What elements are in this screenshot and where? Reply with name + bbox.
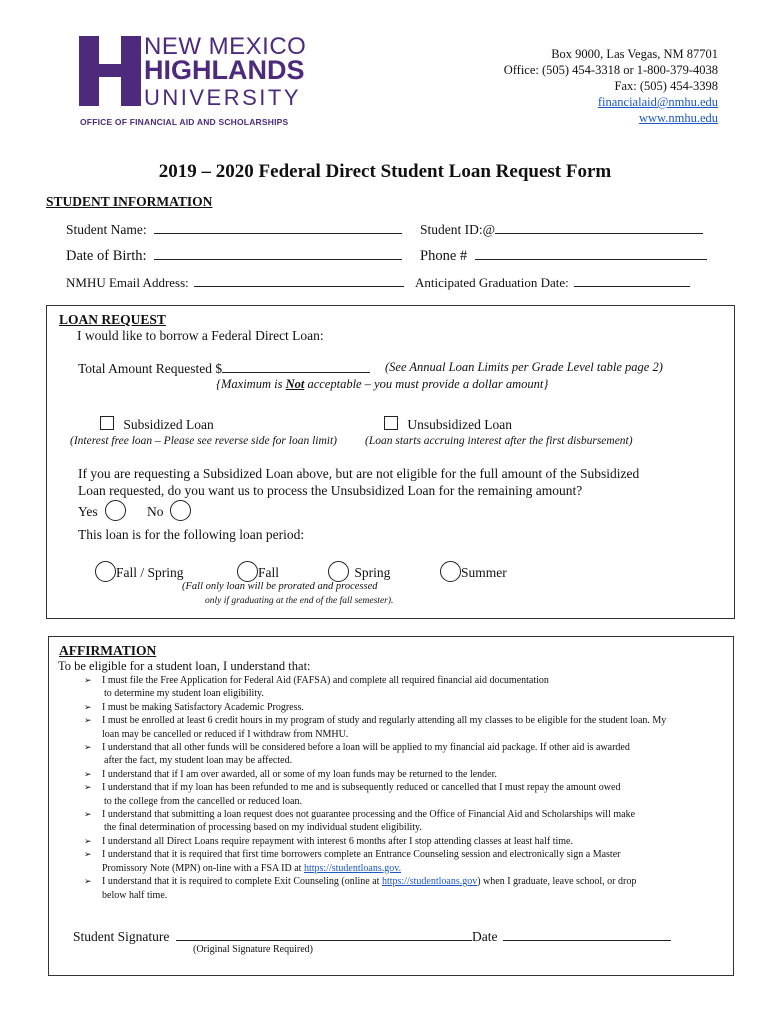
affirmation-item-text: I understand that if my loan has been refunded to me and is subsequently reduced or cancelled that I must repay the amount owed (102, 782, 621, 794)
contact-block (504, 46, 718, 126)
fall-note-line1: (Fall only loan will be prorated and processed (182, 581, 378, 592)
yes-label: Yes (78, 504, 98, 519)
no-label: No (147, 504, 164, 519)
signature-input-line[interactable] (176, 928, 472, 941)
contact-address: Box 9000, Las Vegas, NM 87701 (551, 47, 718, 61)
dob-input-line[interactable] (154, 247, 402, 260)
signature-field (73, 928, 472, 945)
student-name-field (66, 221, 402, 238)
form-title: 2019 – 2020 Federal Direct Student Loan Request Form (158, 161, 612, 182)
affirmation-item-text-cont: below half time. (102, 889, 168, 901)
subsidized-option (100, 416, 214, 433)
fall-note-line2: only if graduating at the end of the fall semester). (205, 596, 394, 606)
maximum-note-post: acceptable – you must provide a dollar amount} (304, 377, 549, 391)
affirmation-heading: AFFIRMATION (59, 643, 157, 658)
arrow-bullet-icon: ➢ (84, 768, 92, 779)
signature-date-field (472, 928, 671, 945)
contact-office-phone: Office: (505) 454-3318 or 1-800-379-4038 (503, 63, 718, 77)
affirmation-item (58, 781, 738, 808)
affirmation-item-text-cont: the final determination of processing based on my individual student eligibility. (104, 822, 422, 834)
amount-field (78, 360, 370, 377)
remaining-question-line2: Loan requested, do you want us to process the Unsubsidized Loan for the remaining amount? (78, 483, 583, 498)
contact-fax: Fax: (505) 454-3398 (614, 79, 718, 93)
grad-date-label: Anticipated Graduation Date: (415, 275, 569, 290)
no-option (147, 500, 191, 521)
arrow-bullet-icon: ➢ (84, 849, 92, 860)
arrow-bullet-icon: ➢ (84, 876, 92, 887)
maximum-note-pre: {Maximum is (216, 377, 286, 391)
affirmation-item-text: I must file the Free Application for Federal Aid (FAFSA) and complete all required financial aid documentation (102, 675, 549, 686)
logo-text-new-mexico: NEW MEXICO (144, 33, 307, 60)
phone-field (420, 247, 707, 265)
affirmation-item-text-cont: to determine my student loan eligibility. (104, 688, 264, 700)
studentloans-mpn-link[interactable]: https://studentloans.gov. (303, 862, 402, 874)
contact-email-link[interactable]: financialaid@nmhu.edu (597, 95, 718, 109)
student-id-label: Student ID:@ (420, 222, 496, 237)
period-option-fall (237, 561, 279, 582)
affirmation-item-text-cont: loan may be cancelled or reduced if I withdraw from NMHU. (102, 728, 349, 740)
arrow-bullet-icon: ➢ (84, 782, 92, 793)
period-option-spring (328, 561, 390, 582)
unsubsidized-label: Unsubsidized Loan (407, 417, 512, 432)
no-radio[interactable] (170, 500, 191, 521)
affirmation-item (58, 674, 738, 701)
affirmation-item-text: I must be making Satisfactory Academic Progress. (102, 701, 304, 713)
student-info-heading: STUDENT INFORMATION (46, 194, 213, 209)
affirmation-item (58, 835, 738, 848)
affirmation-item-text-post: ) when I graduate, leave school, or drop (477, 876, 637, 888)
contact-website-link[interactable]: www.nmhu.edu (638, 111, 718, 125)
dob-field (66, 247, 402, 265)
affirmation-item (58, 741, 738, 768)
email-field (66, 274, 404, 291)
arrow-bullet-icon: ➢ (84, 701, 92, 712)
loan-request-heading: LOAN REQUEST (59, 312, 166, 327)
affirmation-list (58, 674, 738, 902)
affirmation-item-mpn (58, 848, 738, 875)
period-fall-spring-radio[interactable] (95, 561, 116, 582)
affirmation-item-text: I understand all Direct Loans require repayment with interest 6 months after I stop attending classes at least half time. (102, 835, 573, 847)
unsubsidized-option (384, 416, 512, 433)
arrow-bullet-icon: ➢ (84, 715, 92, 726)
affirmation-item-text: I understand that it is required to complete Exit Counseling (online at (102, 876, 382, 888)
affirmation-item-exit (58, 875, 738, 902)
period-fall-spring-label: Fall / Spring (116, 565, 184, 580)
signature-date-input-line[interactable] (503, 928, 671, 941)
student-id-field (420, 221, 703, 238)
logo-text-university: UNIVERSITY (144, 85, 302, 110)
affirmation-item-text: I understand that if I am over awarded, all or some of my loan funds may be returned to the lender. (102, 768, 497, 780)
affirmation-item-text-cont: Promissory Note (MPN) on-line with a FSA ID at (102, 862, 304, 874)
arrow-bullet-icon: ➢ (84, 835, 92, 846)
subsidized-checkbox[interactable] (100, 416, 114, 430)
unsubsidized-checkbox[interactable] (384, 416, 398, 430)
affirmation-item-text: I understand that all other funds will be considered before a loan will be applied to my financial aid package. If other aid is awarded (102, 742, 630, 754)
period-fall-radio[interactable] (237, 561, 258, 582)
yes-option (78, 500, 126, 521)
affirmation-item-text: I understand that submitting a loan request does not guarantee processing and the Office of Financial Aid and Scholarships will make (102, 809, 636, 821)
affirmation-item-text-cont: after the fact, my student loan may be affected. (104, 755, 293, 767)
arrow-bullet-icon: ➢ (84, 675, 92, 685)
amount-limits-note: (See Annual Loan Limits per Grade Level table page 2) (385, 360, 663, 374)
period-spring-radio[interactable] (328, 561, 349, 582)
subsidized-label: Subsidized Loan (123, 417, 214, 432)
grad-date-field (415, 274, 690, 291)
period-spring-label: Spring (354, 565, 391, 580)
maximum-note-not: Not (285, 377, 305, 391)
dob-label: Date of Birth: (66, 248, 147, 264)
yes-radio[interactable] (105, 500, 126, 521)
affirmation-item (58, 768, 738, 781)
unsubsidized-note: (Loan starts accruing interest after the first disbursement) (365, 435, 633, 447)
student-id-input-line[interactable] (495, 221, 703, 234)
signature-note: (Original Signature Required) (193, 944, 313, 955)
phone-label: Phone # (420, 248, 468, 264)
affirmation-item-text: I understand that it is required that first time borrowers complete an Entrance Counseling session and electronically sign a Master (102, 849, 621, 861)
affirmation-item (58, 701, 738, 714)
studentloans-exit-link[interactable]: https://studentloans.gov (381, 876, 478, 888)
affirmation-item (58, 808, 738, 835)
email-input-line[interactable] (194, 274, 404, 287)
arrow-bullet-icon: ➢ (84, 809, 92, 820)
phone-input-line[interactable] (475, 247, 707, 260)
period-option-fall-spring (95, 561, 184, 582)
affirmation-item-text-cont: to the college from the cancelled or reduced loan. (104, 795, 302, 807)
email-label: NMHU Email Address: (66, 275, 189, 290)
affirmation-item-text: I must be enrolled at least 6 credit hours in my program of study and regularly attending all my classes to be eligible for the student loan. My (102, 715, 667, 727)
period-fall-label: Fall (258, 565, 280, 580)
arrow-bullet-icon: ➢ (84, 742, 92, 753)
grad-date-input-line[interactable] (574, 274, 690, 287)
logo-text-highlands: HIGHLANDS (144, 55, 305, 85)
maximum-note (216, 377, 548, 392)
loan-request-intro: I would like to borrow a Federal Direct Loan: (77, 328, 324, 343)
affirmation-item (58, 714, 738, 741)
period-summer-radio[interactable] (440, 561, 461, 582)
loan-period-label: This loan is for the following loan period: (78, 527, 305, 542)
logo-office-subtitle: OFFICE OF FINANCIAL AID AND SCHOLARSHIPS (80, 117, 289, 127)
subsidized-note: (Interest free loan – Please see reverse side for loan limit) (70, 435, 337, 447)
affirmation-intro: To be eligible for a student loan, I understand that: (58, 659, 311, 673)
amount-input-line[interactable] (222, 360, 370, 373)
period-option-summer (440, 561, 507, 582)
amount-label: Total Amount Requested $ (78, 361, 223, 376)
nmhu-logo-mark (79, 36, 141, 111)
remaining-question-line1: If you are requesting a Subsidized Loan above, but are not eligible for the full amount of the Subsidized (78, 466, 640, 481)
period-summer-label: Summer (461, 565, 507, 580)
student-name-input-line[interactable] (154, 221, 402, 234)
signature-label: Student Signature (73, 929, 170, 944)
signature-date-label: Date (472, 929, 498, 944)
student-name-label: Student Name: (66, 222, 147, 237)
